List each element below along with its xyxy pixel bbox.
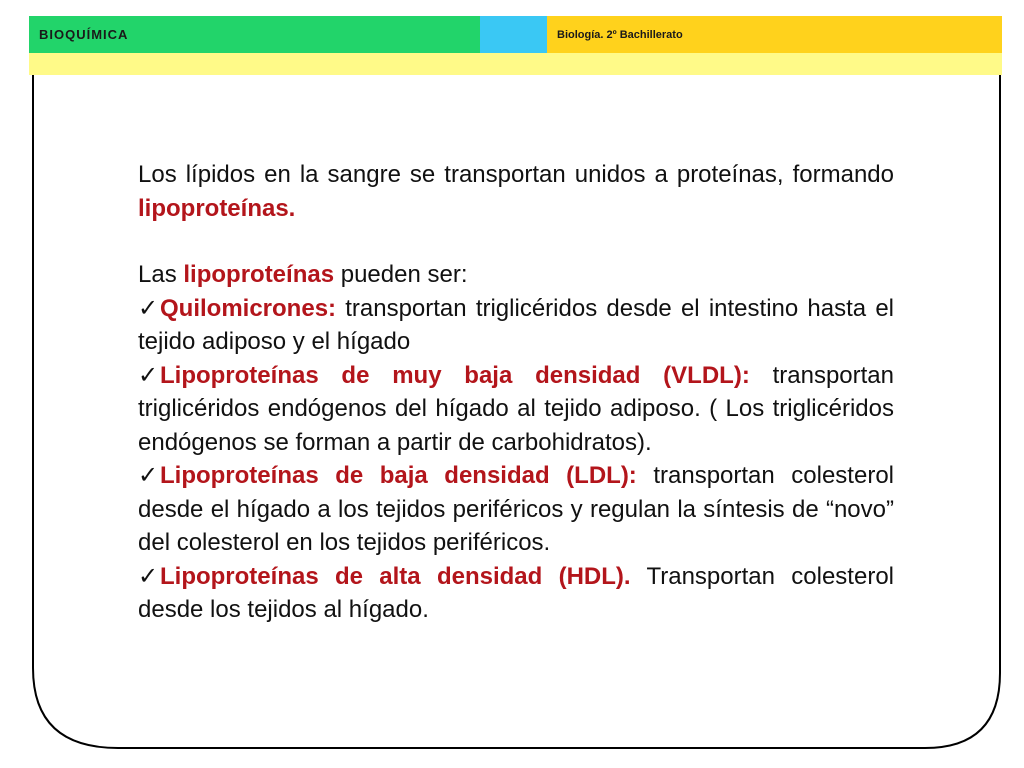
subject-title: BIOQUÍMICA xyxy=(39,27,129,42)
list-item-ldl xyxy=(138,459,894,560)
item-term: Lipoproteínas de muy baja densidad (VLDL): xyxy=(160,361,750,389)
header-green-block xyxy=(29,16,480,53)
item-description: transportan triglicéridos desde el intestino hasta el tejido adiposo y el hígado xyxy=(138,294,894,355)
header-blue-block xyxy=(480,16,547,53)
types-intro-highlight: lipoproteínas xyxy=(183,261,335,288)
types-intro-text-1: Las xyxy=(138,261,184,288)
item-term: Quilomicrones: xyxy=(160,294,337,322)
list-item-vldl xyxy=(138,359,894,460)
course-title: Biología. 2º Bachillerato xyxy=(557,28,683,41)
header-bar xyxy=(29,16,1002,53)
types-intro xyxy=(138,258,894,292)
intro-text-1: Los lípidos en la sangre se transportan unidos a proteínas, formando xyxy=(138,161,894,188)
header-yellow-block xyxy=(547,16,1002,53)
list-item-quilomicrones xyxy=(138,292,894,359)
checkmark-icon: ✓ xyxy=(138,462,159,489)
types-intro-text-2: pueden ser: xyxy=(334,261,468,288)
header-underbar xyxy=(29,53,1002,75)
list-item-hdl xyxy=(138,560,894,627)
spacer xyxy=(138,225,894,258)
slide-content xyxy=(138,158,894,627)
item-description: transportan triglicéridos endógenos del hígado al tejido adiposo. ( Los triglicéridos endógenos se forman a partir de carbohidratos). xyxy=(138,361,894,456)
checkmark-icon: ✓ xyxy=(138,294,159,322)
intro-paragraph xyxy=(138,158,894,225)
item-description: transportan colesterol desde el hígado a los tejidos periféricos y regulan la síntesis de “novo” del colesterol en los tejidos periféricos. xyxy=(138,462,894,556)
item-description: Transportan colesterol desde los tejidos al hígado. xyxy=(138,562,894,623)
checkmark-icon: ✓ xyxy=(138,562,159,590)
item-term: Lipoproteínas de baja densidad (LDL): xyxy=(160,462,637,489)
intro-highlight: lipoproteínas. xyxy=(138,194,296,222)
item-term: Lipoproteínas de alta densidad (HDL). xyxy=(160,562,631,590)
checkmark-icon: ✓ xyxy=(138,361,159,389)
